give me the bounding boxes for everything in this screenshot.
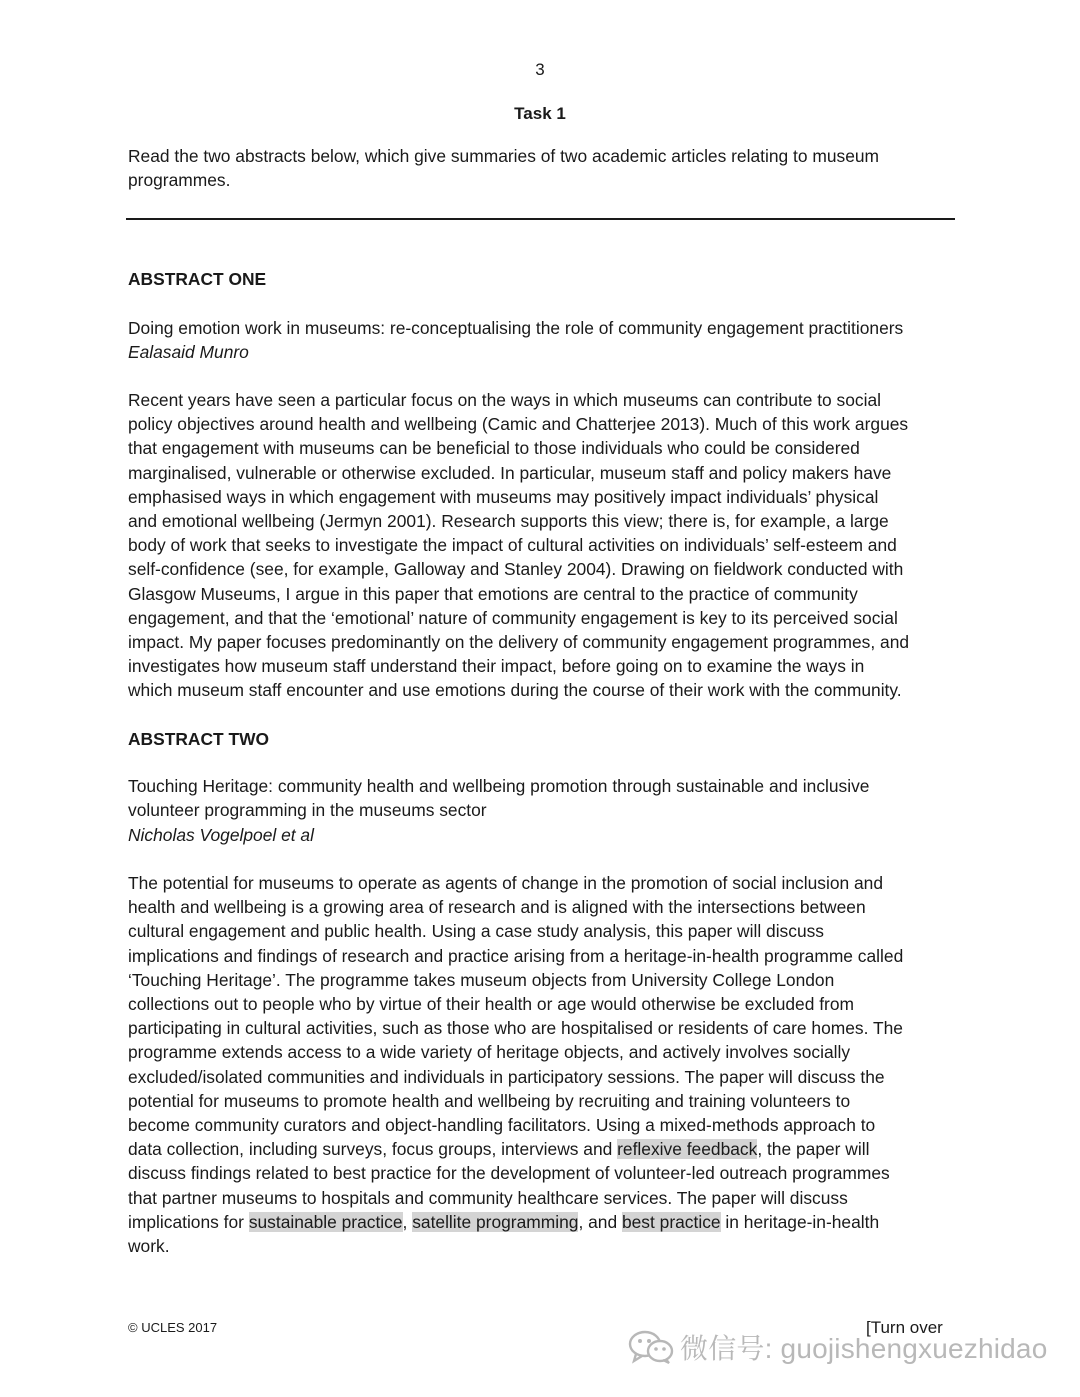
task-title: Task 1: [514, 104, 566, 123]
highlight-satellite-programming: satellite programming: [412, 1211, 579, 1232]
abstract-two-body: [128, 871, 958, 1258]
wechat-icon: [628, 1330, 674, 1364]
watermark: [628, 1327, 1047, 1367]
abstract-one-author: Ealasaid Munro: [128, 342, 249, 362]
highlight-best-practice: best practice: [621, 1211, 721, 1232]
body-text: , the paper will discuss findings related to best practice for the development of volunteer-led outreach programmes that partner museums to hospitals and community healthcare services. The paper will discuss implications for: [128, 1139, 890, 1232]
abstract-two-heading: ABSTRACT TWO: [128, 729, 270, 749]
turn-over: [Turn over: [866, 1318, 943, 1337]
body-text: in heritage-in-health work.: [128, 1211, 880, 1257]
divider: [126, 218, 955, 220]
abstract-two-author: Nicholas Vogelpoel et al: [128, 825, 314, 845]
watermark-text: 微信号: guojishengxuezhidao: [680, 1333, 1048, 1364]
separator-text: ,: [402, 1211, 413, 1232]
abstract-one-title: Doing emotion work in museums: re-conceptualising the role of community engagement practitioners: [128, 318, 904, 338]
abstract-two-title: Touching Heritage: community health and wellbeing promotion through sustainable and inclusive volunteer programming in the museums sector: [128, 776, 870, 821]
body-text: The potential for museums to operate as agents of change in the promotion of social inclusion and health and wellbeing is a growing area of research and is aligned with the intersections between cultural engagement and public health. Using a case study analysis, this paper will discuss implications and findings of research and practice arising from a heritage-in-health programme called ‘Touching Heritage’. The programme takes museum objects from University College London collections out to people who by virtue of their health or age would otherwise be excluded from participating in cultural activities, such as those who are hospitalised or residents of care homes. The programme extends access to a wide variety of heritage objects, and actively involves socially excluded/isolated communities and individuals in participatory sessions. The paper will discuss the potential for museums to promote health and wellbeing by recruiting and training volunteers to become community curators and object-handling facilitators. Using a mixed-methods approach to data collection, including surveys, focus groups, interviews and: [128, 873, 904, 1160]
abstract-one-heading: ABSTRACT ONE: [128, 269, 267, 289]
separator-text: , and: [578, 1211, 622, 1232]
page-number: 3: [535, 60, 545, 79]
task-intro: Read the two abstracts below, which give summaries of two academic articles relating to museum programmes.: [128, 146, 880, 191]
highlight-reflexive-feedback: reflexive feedback: [617, 1139, 758, 1160]
abstract-one-body: Recent years have seen a particular focus on the ways in which museums can contribute to social policy objectives around health and wellbeing (Camic and Chatterjee 2013). Much of this work argues that engagement with museums can be beneficial to those individuals who could be considered marginalised, vulnerable or otherwise excluded. In particular, museum staff and policy makers have emphasised ways in which engagement with museums may positively impact individuals’ physical and emotional wellbeing (Jermyn 2001). Research supports this view; there is, for example, a large body of work that seeks to investigate the impact of cultural activities on individuals’ self-esteem and self-confidence (see, for example, Galloway and Stanley 2004). Drawing on fieldwork conducted with Glasgow Museums, I argue in this paper that emotions are central to the practice of community engagement, and that the ‘emotional’ nature of community engagement is key to its perceived social impact. My paper focuses predominantly on the delivery of community engagement programmes, and investigates how museum staff understand their impact, before going on to examine the ways in which museum staff encounter and use emotions during the course of their work with the community.: [128, 390, 910, 701]
copyright: © UCLES 2017: [128, 1320, 218, 1335]
highlight-sustainable-practice: sustainable practice: [248, 1211, 403, 1232]
